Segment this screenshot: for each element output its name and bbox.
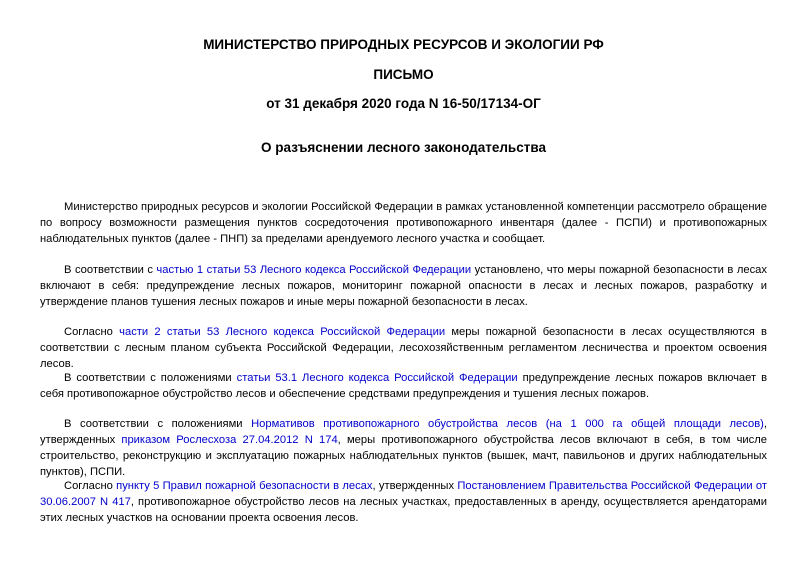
paragraph-6-text-3: , противопожарное обустройство лесов на лесных участках, предоставленных в аренду, осуществляется арендаторами этих лесных участков на основании проекта освоения лесов. xyxy=(40,496,767,524)
link-prikaz-rosleshoza-174[interactable]: приказом Рослесхоза 27.04.2012 N 174 xyxy=(121,434,338,446)
paragraph-5-text-1: В соответствии с положениями xyxy=(64,418,252,430)
paragraph-3-text-1: Согласно xyxy=(64,326,120,338)
paragraph-4 xyxy=(40,370,767,402)
paragraph-5-text-2: , утвержденных xyxy=(40,418,767,446)
link-lesnoy-kodeks-st53-ch1[interactable]: частью 1 статьи 53 Лесного кодекса Российской Федерации xyxy=(156,264,472,276)
link-lesnoy-kodeks-st53-ch2[interactable]: части 2 статьи 53 Лесного кодекса Российской Федерации xyxy=(119,326,446,338)
paragraph-2-text-2: установлено, что меры пожарной безопасности в лесах включают в себя: предупреждение лесных пожаров, мониторинг пожарной опасности в лесах и лесных пожаров, разработку и утверждение планов тушения лесных пожаров и иные меры пожарной безопасности в лесах. xyxy=(40,264,768,308)
paragraph-1-text: Министерство природных ресурсов и экологии Российской Федерации в рамках установленной компетенции рассмотрело обращение по вопросу возможности размещения пунктов сосредоточения противопожарного инвентаря (далее - ПСПИ) и противопожарных наблюдательных пунктов (далее - ПНП) за пределами арендуемого лесного участка и сообщает. xyxy=(40,201,767,245)
paragraph-4-text-1: В соответствии с положениями xyxy=(64,372,237,384)
link-lesnoy-kodeks-st53-1[interactable]: статьи 53.1 Лесного кодекса Российской Федерации xyxy=(236,372,518,384)
paragraph-5-text-3: , меры противопожарного обустройства лесов включают в себя, в том числе строительство, реконструкцию и эксплуатацию пожарных наблюдательных пунктов (вышек, мачт, павильонов и других наблюдательных пунктов), ПСПИ. xyxy=(40,434,767,478)
link-normativy-obustroystva[interactable]: Нормативов противопожарного обустройства лесов (на 1 000 га общей площади лесов) xyxy=(251,418,764,430)
paragraph-5 xyxy=(40,416,767,480)
document-type: ПИСЬМО xyxy=(373,67,434,82)
document-subject: О разъяснении лесного законодательства xyxy=(261,140,546,155)
paragraph-6-text-2: , утвержденных xyxy=(372,480,458,492)
ministry-heading: МИНИСТЕРСТВО ПРИРОДНЫХ РЕСУРСОВ И ЭКОЛОГИИ РФ xyxy=(203,37,604,52)
paragraph-3 xyxy=(40,324,767,372)
paragraph-1 xyxy=(40,199,767,247)
link-pravila-pozharnoy-bezopasnosti-p5[interactable]: пункту 5 Правил пожарной безопасности в лесах xyxy=(116,480,373,492)
paragraph-2-text-1: В соответствии с xyxy=(64,264,157,276)
paragraph-4-text-2: предупреждение лесных пожаров включает в себя противопожарное обустройство лесов и обеспечение средствами предупреждения и тушения лесных пожаров. xyxy=(40,372,768,400)
paragraph-6 xyxy=(40,478,767,526)
paragraph-6-text-1: Согласно xyxy=(64,480,117,492)
paragraph-3-text-2: меры пожарной безопасности в лесах осуществляются в соответствии с лесным планом субъекта Российской Федерации, лесохозяйственным регламентом лесничества и проектом освоения лесов. xyxy=(40,326,767,370)
document-date-number: от 31 декабря 2020 года N 16-50/17134-ОГ xyxy=(266,96,541,111)
link-postanovlenie-417[interactable]: Постановлением Правительства Российской Федерации от 30.06.2007 N 417 xyxy=(40,480,767,508)
paragraph-2 xyxy=(40,262,767,310)
